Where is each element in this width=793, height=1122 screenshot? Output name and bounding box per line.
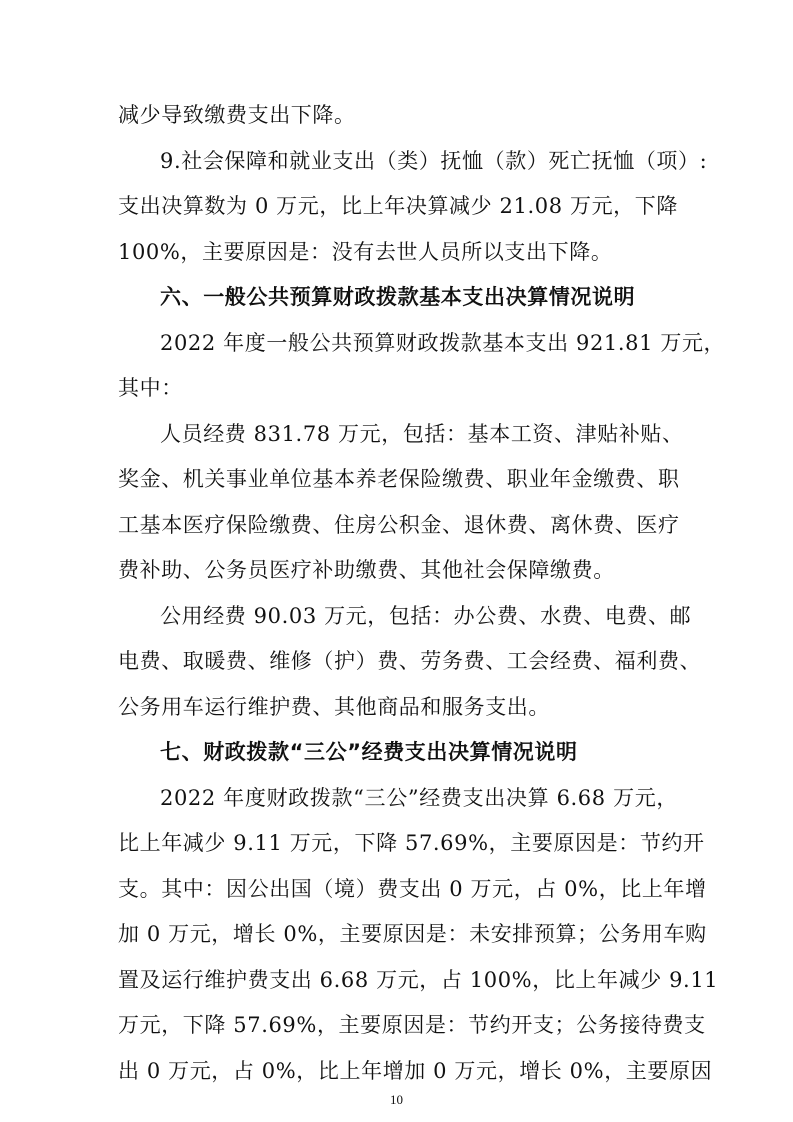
page-number: 10 [390, 1092, 403, 1107]
paragraph-line: 9.社会保障和就业支出（类）抚恤（款）死亡抚恤（项）: [160, 149, 708, 173]
section-heading-6: 六、一般公共预算财政拨款基本支出决算情况说明 [160, 285, 636, 309]
paragraph-line: 费补助、公务员医疗补助缴费、其他社会保障缴费。 [118, 558, 615, 582]
paragraph-line: 支出决算数为 0 万元，比上年决算减少 21.08 万元，下降 [118, 194, 678, 218]
paragraph-line: 电费、取暖费、维修（护）费、劳务费、工会经费、福利费、 [118, 649, 702, 673]
paragraph-line: 人员经费 831.78 万元，包括：基本工资、津贴补贴、 [160, 422, 684, 446]
paragraph-line: 奖金、机关事业单位基本养老保险缴费、职业年金缴费、职 [118, 467, 680, 491]
paragraph-line: 2022 年度财政拨款“三公”经费支出决算 6.68 万元， [160, 786, 678, 810]
paragraph-line: 置及运行维护费支出 6.68 万元，占 100%，比上年减少 9.11 [118, 968, 719, 992]
paragraph-line: 支。其中：因公出国（境）费支出 0 万元，占 0%，比上年增 [118, 877, 707, 901]
paragraph-line: 公务用车运行维护费、其他商品和服务支出。 [118, 695, 550, 719]
paragraph-line: 2022 年度一般公共预算财政拨款基本支出 921.81 万元， [160, 331, 726, 355]
paragraph-line: 减少导致缴费支出下降。 [118, 103, 356, 127]
paragraph-line: 100%，主要原因是：没有去世人员所以支出下降。 [118, 240, 613, 264]
paragraph-line: 其中： [118, 376, 183, 400]
paragraph-line: 出 0 万元，占 0%，比上年增加 0 万元，增长 0%，主要原因 [118, 1059, 713, 1083]
paragraph-line: 工基本医疗保险缴费、住房公积金、退休费、离休费、医疗 [118, 513, 680, 537]
paragraph-line: 万元，下降 57.69%，主要原因是：节约开支；公务接待费支 [118, 1013, 706, 1037]
paragraph-line: 比上年减少 9.11 万元，下降 57.69%，主要原因是：节约开 [118, 831, 705, 855]
paragraph-line: 加 0 万元，增长 0%，主要原因是：未安排预算；公务用车购 [118, 922, 707, 946]
section-heading-7: 七、财政拨款“三公”经费支出决算情况说明 [160, 740, 578, 764]
paragraph-line: 公用经费 90.03 万元，包括：办公费、水费、电费、邮 [160, 604, 692, 628]
